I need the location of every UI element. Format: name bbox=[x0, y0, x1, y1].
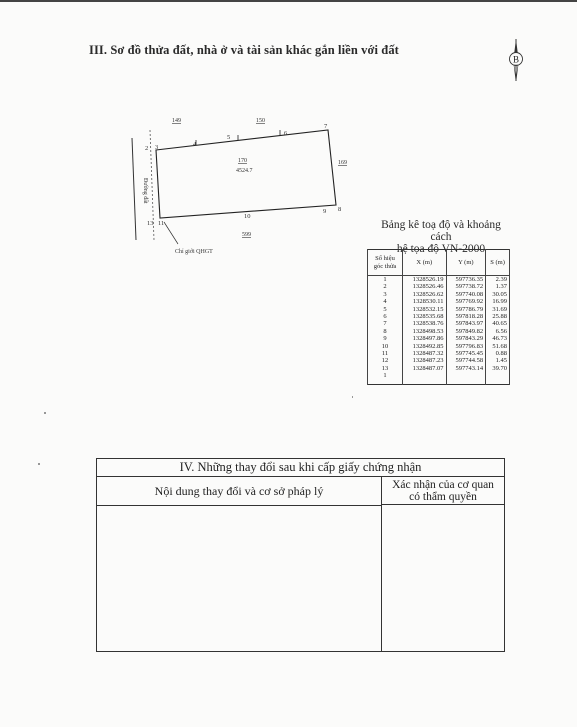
boundary-label: Chỉ giới QHGT bbox=[175, 249, 213, 255]
vertex-9: 9 bbox=[323, 208, 327, 215]
authority-confirmation-header bbox=[382, 477, 504, 505]
vertex-4: 4 bbox=[193, 141, 197, 148]
coordinate-title-line-2: hệ tọa độ VN-2000 bbox=[396, 243, 486, 255]
vertex-7: 7 bbox=[324, 123, 328, 130]
table-row: 9 1328497.86 597843.29 46.73 bbox=[368, 335, 510, 342]
table-row: 1 bbox=[368, 372, 510, 384]
header-distance: S (m) bbox=[486, 250, 510, 276]
table-row: 6 1328535.68 597818.28 25.88 bbox=[368, 313, 510, 320]
header-y: Y (m) bbox=[446, 250, 486, 276]
authority-header-line-2: có thẩm quyền bbox=[409, 491, 477, 503]
vertex-10: 10 bbox=[244, 213, 251, 220]
parcel-number: 170 bbox=[238, 158, 247, 164]
table-row: 5 1328532.15 597786.79 31.69 bbox=[368, 306, 510, 313]
land-parcel-diagram bbox=[120, 110, 360, 260]
coordinate-table bbox=[367, 249, 510, 385]
neighbor-149: 149 bbox=[172, 118, 181, 124]
table-row: 13 1328487.07 597743.14 39.70 bbox=[368, 365, 510, 372]
vertex-13: 13 bbox=[147, 220, 154, 227]
table-row: 4 1328530.11 597769.92 16.99 bbox=[368, 298, 510, 305]
vertex-8: 8 bbox=[338, 206, 342, 213]
vertex-6: 6 bbox=[284, 130, 288, 137]
north-arrow-icon bbox=[504, 38, 528, 82]
section-4-title: IV. Những thay đổi sau khi cấp giấy chứng nhận bbox=[97, 459, 504, 477]
road-edge-left bbox=[132, 138, 136, 240]
neighbor-599: 599 bbox=[242, 232, 251, 238]
vertex-3: 3 bbox=[155, 144, 159, 151]
neighbor-169: 169 bbox=[338, 160, 347, 166]
table-row: 2 1328526.46 597738.72 1.37 bbox=[368, 283, 510, 290]
table-row: 11 1328487.32 597745.45 0.88 bbox=[368, 350, 510, 357]
authority-confirmation-column bbox=[382, 477, 504, 651]
boundary-pointer bbox=[164, 222, 178, 244]
scan-speck bbox=[38, 463, 40, 465]
parcel-boundary bbox=[156, 130, 336, 218]
vertex-5: 5 bbox=[227, 134, 231, 141]
table-row: 10 1328492.85 597796.83 51.68 bbox=[368, 343, 510, 350]
table-row: 8 1328498.53 597849.82 6.56 bbox=[368, 328, 510, 335]
vertex-2: 2 bbox=[145, 145, 149, 152]
north-arrow-label: B bbox=[512, 54, 520, 65]
page-top-border bbox=[0, 0, 577, 2]
road-label: Đường đất bbox=[142, 178, 148, 204]
vertex-11: 11 bbox=[158, 220, 165, 227]
parcel-area: 4524.7 bbox=[236, 168, 253, 174]
authority-header-line-1: Xác nhận của cơ quan bbox=[392, 479, 494, 491]
table-row: 7 1328538.76 597843.97 40.65 bbox=[368, 320, 510, 327]
scan-speck bbox=[44, 412, 46, 414]
neighbor-150: 150 bbox=[256, 118, 265, 124]
changes-content-column bbox=[97, 477, 382, 651]
changes-table bbox=[96, 458, 505, 652]
table-row: 12 1328487.23 597744.58 1.45 bbox=[368, 357, 510, 364]
table-row: 3 1328526.62 597740.08 30.05 bbox=[368, 291, 510, 298]
header-vertex-id: Số hiệu góc thửa bbox=[368, 250, 403, 276]
scan-speck bbox=[352, 396, 353, 398]
changes-content-header: Nội dung thay đổi và cơ sở pháp lý bbox=[97, 477, 381, 506]
table-row: 1 1328526.19 597736.35 2.39 bbox=[368, 276, 510, 284]
header-x: X (m) bbox=[403, 250, 447, 276]
section-3-heading: III. Sơ đồ thửa đất, nhà ở và tài sản khác gắn liền với đất bbox=[89, 43, 399, 57]
coordinate-title-line-1: Bảng kê toạ độ và khoảng cách bbox=[381, 219, 501, 243]
